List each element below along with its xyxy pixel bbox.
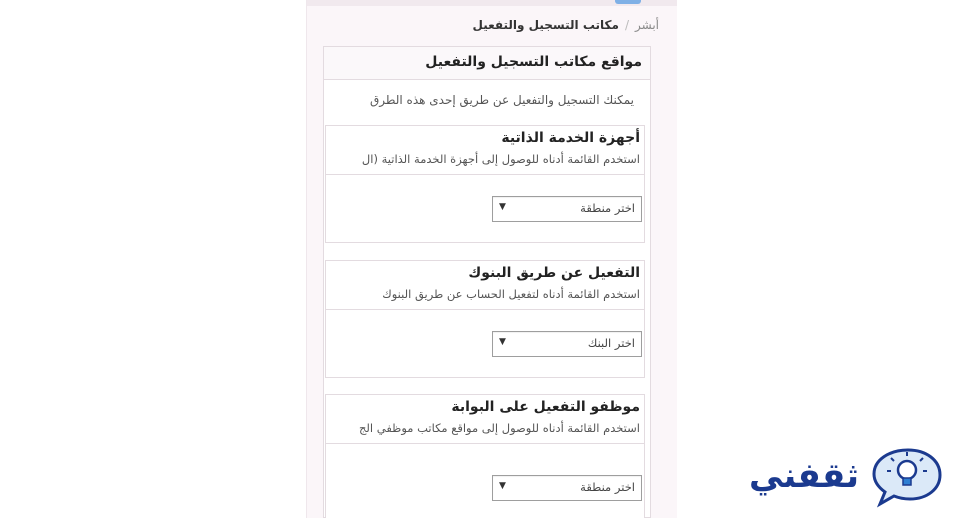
section-header <box>326 126 644 175</box>
blurred-background-right <box>676 0 959 518</box>
blurred-background-left <box>0 0 306 518</box>
mobile-screen <box>306 0 677 518</box>
bank-select[interactable] <box>492 331 642 357</box>
section-portal-activation-staff <box>325 394 645 518</box>
breadcrumb-current: مكاتب التسجيل والتفعيل <box>472 18 619 32</box>
section-title: أجهزة الخدمة الذاتية <box>501 130 640 146</box>
select-value: اختر منطقة <box>580 201 635 215</box>
section-self-service-kiosks <box>325 125 645 243</box>
section-description: استخدم القائمة أدناه لتفعيل الحساب عن طريق البنوك <box>382 287 640 301</box>
chevron-down-icon: ▼ <box>499 202 506 212</box>
select-value: اختر البنك <box>587 336 635 350</box>
select-value: اختر منطقة <box>580 480 635 494</box>
section-header <box>326 261 644 310</box>
section-title: التفعيل عن طريق البنوك <box>468 265 640 281</box>
breadcrumb-home-link[interactable]: أبشر <box>635 18 659 32</box>
site-logo <box>742 446 946 510</box>
chevron-down-icon: ▼ <box>499 337 506 347</box>
panel-header <box>324 47 650 80</box>
chevron-down-icon: ▼ <box>499 481 506 491</box>
section-description: استخدم القائمة أدناه للوصول إلى مواقع مكاتب موظفي الج <box>358 421 640 435</box>
breadcrumb-separator: / <box>624 18 629 32</box>
top-accent-bar <box>615 0 641 4</box>
section-bank-activation <box>325 260 645 378</box>
region-select[interactable] <box>492 475 642 501</box>
panel-title: مواقع مكاتب التسجيل والتفعيل <box>425 54 642 70</box>
panel-intro-text: يمكنك التسجيل والتفعيل عن طريق إحدى هذه الطرق <box>369 93 634 107</box>
section-title: موظفو التفعيل على البوابة <box>451 399 640 415</box>
breadcrumb <box>472 18 659 32</box>
region-select[interactable] <box>492 196 642 222</box>
logo-text: ثقفني <box>749 456 859 496</box>
lightbulb-icon <box>870 446 944 508</box>
top-strip <box>307 0 677 6</box>
section-description: استخدم القائمة أدناه للوصول إلى أجهزة الخدمة الذاتية (ال <box>361 152 640 166</box>
section-header <box>326 395 644 444</box>
